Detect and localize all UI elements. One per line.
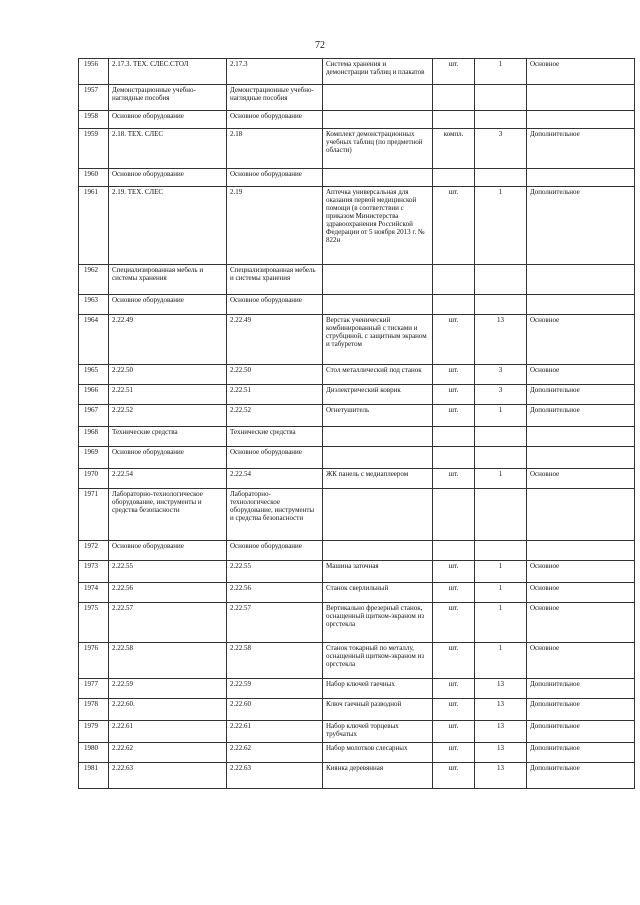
row-type: Дополнительное	[527, 405, 635, 427]
table-row	[79, 315, 635, 365]
row-quantity: 3	[475, 365, 527, 385]
row-quantity	[475, 85, 527, 111]
row-number: 1959	[79, 129, 109, 169]
row-section: 2.22.51	[227, 385, 323, 405]
row-name: Набор ключей гаечных	[323, 679, 433, 699]
row-number: 1981	[79, 763, 109, 789]
page-number: 72	[315, 40, 325, 51]
row-name: Система хранения и демонстрации таблиц и плакатов	[323, 59, 433, 85]
table-row	[79, 743, 635, 763]
row-unit: шт.	[433, 365, 475, 385]
row-code: 2.22.56	[109, 583, 227, 603]
row-code: Основное оборудование	[109, 447, 227, 469]
row-type: Основное	[527, 643, 635, 679]
row-number: 1961	[79, 187, 109, 265]
table-row	[79, 365, 635, 385]
row-name	[323, 169, 433, 187]
row-quantity	[475, 111, 527, 129]
row-quantity: 1	[475, 59, 527, 85]
row-section: 2.19	[227, 187, 323, 265]
row-quantity: 13	[475, 315, 527, 365]
row-quantity: 13	[475, 679, 527, 699]
row-code: 2.18. ТЕХ. СЛЕС	[109, 129, 227, 169]
row-unit	[433, 489, 475, 541]
table-row	[79, 405, 635, 427]
row-quantity: 1	[475, 405, 527, 427]
row-quantity: 13	[475, 721, 527, 743]
row-name: Машина заточная	[323, 561, 433, 583]
row-name	[323, 111, 433, 129]
row-quantity: 3	[475, 129, 527, 169]
row-name: ЖК панель с медиаплеером	[323, 469, 433, 489]
row-name	[323, 427, 433, 447]
row-section: Специализированная мебель и системы хранения	[227, 265, 323, 295]
row-code: 2.22.60.	[109, 699, 227, 721]
row-code: 2.22.61	[109, 721, 227, 743]
table-row	[79, 295, 635, 315]
row-number: 1971	[79, 489, 109, 541]
row-number: 1966	[79, 385, 109, 405]
row-quantity	[475, 427, 527, 447]
row-type: Основное	[527, 603, 635, 643]
row-type: Основное	[527, 469, 635, 489]
row-code: 2.22.52	[109, 405, 227, 427]
row-name	[323, 265, 433, 295]
row-section: 2.22.62	[227, 743, 323, 763]
row-code: Демонстрационные учебно-наглядные пособия	[109, 85, 227, 111]
table-row	[79, 469, 635, 489]
row-unit: шт.	[433, 469, 475, 489]
row-type: Основное	[527, 59, 635, 85]
row-code: 2.22.55	[109, 561, 227, 583]
row-type: Основное	[527, 561, 635, 583]
row-unit	[433, 447, 475, 469]
row-unit: шт.	[433, 561, 475, 583]
row-type: Дополнительное	[527, 721, 635, 743]
row-type	[527, 489, 635, 541]
row-number: 1968	[79, 427, 109, 447]
row-quantity	[475, 447, 527, 469]
row-number: 1976	[79, 643, 109, 679]
row-code: 2.22.58	[109, 643, 227, 679]
row-section: 2.22.50	[227, 365, 323, 385]
row-quantity	[475, 541, 527, 561]
row-name	[323, 447, 433, 469]
row-name	[323, 541, 433, 561]
table-row	[79, 561, 635, 583]
row-name: Киянка деревянная	[323, 763, 433, 789]
row-unit: шт.	[433, 603, 475, 643]
row-name: Комплект демонстрационных учебных таблиц (по предметной области)	[323, 129, 433, 169]
row-unit: шт.	[433, 187, 475, 265]
row-type	[527, 111, 635, 129]
row-section: Основное оборудование	[227, 541, 323, 561]
row-number: 1956	[79, 59, 109, 85]
row-quantity: 13	[475, 763, 527, 789]
row-type: Дополнительное	[527, 699, 635, 721]
row-type	[527, 85, 635, 111]
equipment-table	[78, 58, 635, 789]
row-name: Диэлектрический коврик	[323, 385, 433, 405]
row-code: 2.22.51	[109, 385, 227, 405]
row-type: Дополнительное	[527, 743, 635, 763]
row-name: Станок сверлильный	[323, 583, 433, 603]
row-code: 2.22.63	[109, 763, 227, 789]
row-section: 2.22.49	[227, 315, 323, 365]
row-section: Демонстрационные учебно-наглядные пособия	[227, 85, 323, 111]
row-section: 2.22.52	[227, 405, 323, 427]
table-row	[79, 679, 635, 699]
row-section: Основное оборудование	[227, 295, 323, 315]
row-name: Вертикально фрезерный станок, оснащенный щитком-экраном из оргстекла	[323, 603, 433, 643]
row-number: 1957	[79, 85, 109, 111]
table-row	[79, 583, 635, 603]
row-unit	[433, 427, 475, 447]
row-section: 2.22.57	[227, 603, 323, 643]
row-unit: шт.	[433, 679, 475, 699]
row-code: Специализированная мебель и системы хранения	[109, 265, 227, 295]
row-unit: шт.	[433, 643, 475, 679]
row-unit: шт.	[433, 385, 475, 405]
row-quantity: 1	[475, 187, 527, 265]
row-name: Станок токарный по металлу, оснащенный щитком-экраном из оргстекла	[323, 643, 433, 679]
row-unit: шт.	[433, 699, 475, 721]
row-type: Дополнительное	[527, 763, 635, 789]
row-number: 1972	[79, 541, 109, 561]
row-quantity: 3	[475, 385, 527, 405]
table-row	[79, 265, 635, 295]
table-row	[79, 111, 635, 129]
row-unit	[433, 295, 475, 315]
row-code: Основное оборудование	[109, 295, 227, 315]
row-name: Ключ гаечный разводной	[323, 699, 433, 721]
table-row	[79, 541, 635, 561]
row-number: 1969	[79, 447, 109, 469]
row-name: Аптечка универсальная для оказания первой медицинской помощи (в соответствии с приказом Министерства здравоохранения Российской Федерации от 5 ноября 2013 г. № 822н	[323, 187, 433, 265]
row-name: Верстак ученический комбинированный с тисками и струбциной, с защитным экраном и табуретом	[323, 315, 433, 365]
row-section: Основное оборудование	[227, 111, 323, 129]
row-section: 2.22.54	[227, 469, 323, 489]
row-type: Дополнительное	[527, 385, 635, 405]
row-quantity: 1	[475, 561, 527, 583]
row-code: Основное оборудование	[109, 111, 227, 129]
table-row	[79, 447, 635, 469]
row-type	[527, 447, 635, 469]
row-number: 1964	[79, 315, 109, 365]
row-quantity: 13	[475, 699, 527, 721]
row-section: Технические средства	[227, 427, 323, 447]
row-section: 2.22.55	[227, 561, 323, 583]
row-type	[527, 541, 635, 561]
row-type: Основное	[527, 315, 635, 365]
row-section: 2.22.60	[227, 699, 323, 721]
row-number: 1962	[79, 265, 109, 295]
row-number: 1979	[79, 721, 109, 743]
row-number: 1980	[79, 743, 109, 763]
row-quantity: 1	[475, 603, 527, 643]
row-section: 2.22.59	[227, 679, 323, 699]
row-name	[323, 295, 433, 315]
row-unit	[433, 541, 475, 561]
row-unit: шт.	[433, 59, 475, 85]
table-row	[79, 385, 635, 405]
row-number: 1973	[79, 561, 109, 583]
row-code: 2.22.57	[109, 603, 227, 643]
row-code: 2.22.62	[109, 743, 227, 763]
row-unit	[433, 111, 475, 129]
row-code: Основное оборудование	[109, 541, 227, 561]
table-row	[79, 187, 635, 265]
row-type: Дополнительное	[527, 129, 635, 169]
row-code: 2.22.59	[109, 679, 227, 699]
row-type: Основное	[527, 365, 635, 385]
row-number: 1960	[79, 169, 109, 187]
row-section: 2.22.58	[227, 643, 323, 679]
row-code: Технические средства	[109, 427, 227, 447]
table-row	[79, 85, 635, 111]
row-number: 1967	[79, 405, 109, 427]
row-name	[323, 85, 433, 111]
table-row	[79, 427, 635, 447]
row-name: Набор ключей торцевых трубчатых	[323, 721, 433, 743]
row-type	[527, 169, 635, 187]
table-row	[79, 489, 635, 541]
row-name: Набор молотков слесарных	[323, 743, 433, 763]
row-unit: компл.	[433, 129, 475, 169]
row-number: 1963	[79, 295, 109, 315]
row-quantity: 1	[475, 469, 527, 489]
row-section: Основное оборудование	[227, 447, 323, 469]
row-quantity	[475, 489, 527, 541]
row-unit: шт.	[433, 743, 475, 763]
row-quantity	[475, 295, 527, 315]
row-quantity: 1	[475, 643, 527, 679]
table-row	[79, 643, 635, 679]
row-section: 2.22.56	[227, 583, 323, 603]
row-code: 2.22.49	[109, 315, 227, 365]
row-name: Огнетушитель	[323, 405, 433, 427]
row-type: Основное	[527, 583, 635, 603]
row-name: Стол металлический под станок	[323, 365, 433, 385]
row-unit: шт.	[433, 763, 475, 789]
table-row	[79, 603, 635, 643]
row-quantity	[475, 265, 527, 295]
row-unit	[433, 169, 475, 187]
row-number: 1970	[79, 469, 109, 489]
table-row	[79, 129, 635, 169]
row-quantity: 13	[475, 743, 527, 763]
row-section: 2.22.61	[227, 721, 323, 743]
row-code: 2.17.3. ТЕХ. СЛЕС.СТОЛ	[109, 59, 227, 85]
table-row	[79, 169, 635, 187]
row-code: Основное оборудование	[109, 169, 227, 187]
row-type: Дополнительное	[527, 679, 635, 699]
row-quantity: 1	[475, 583, 527, 603]
row-section: Основное оборудование	[227, 169, 323, 187]
row-unit: шт.	[433, 405, 475, 427]
row-type	[527, 265, 635, 295]
row-number: 1977	[79, 679, 109, 699]
row-number: 1965	[79, 365, 109, 385]
row-unit	[433, 85, 475, 111]
row-type: Дополнительное	[527, 187, 635, 265]
table-row	[79, 721, 635, 743]
row-unit: шт.	[433, 721, 475, 743]
row-quantity	[475, 169, 527, 187]
row-unit	[433, 265, 475, 295]
row-number: 1978	[79, 699, 109, 721]
row-code: Лабораторно-технологическое оборудование, инструменты и средства безопасности	[109, 489, 227, 541]
row-code: 2.22.50	[109, 365, 227, 385]
row-code: 2.19. ТЕХ. СЛЕС	[109, 187, 227, 265]
row-number: 1958	[79, 111, 109, 129]
row-section: Лабораторно-технологическое оборудование, инструменты и средства безопасности	[227, 489, 323, 541]
row-type	[527, 295, 635, 315]
table-row	[79, 763, 635, 789]
row-code: 2.22.54	[109, 469, 227, 489]
table-row	[79, 59, 635, 85]
row-number: 1975	[79, 603, 109, 643]
row-type	[527, 427, 635, 447]
table-row	[79, 699, 635, 721]
row-number: 1974	[79, 583, 109, 603]
row-section: 2.22.63	[227, 763, 323, 789]
row-section: 2.18	[227, 129, 323, 169]
row-unit: шт.	[433, 315, 475, 365]
row-name	[323, 489, 433, 541]
row-section: 2.17.3	[227, 59, 323, 85]
row-unit: шт.	[433, 583, 475, 603]
